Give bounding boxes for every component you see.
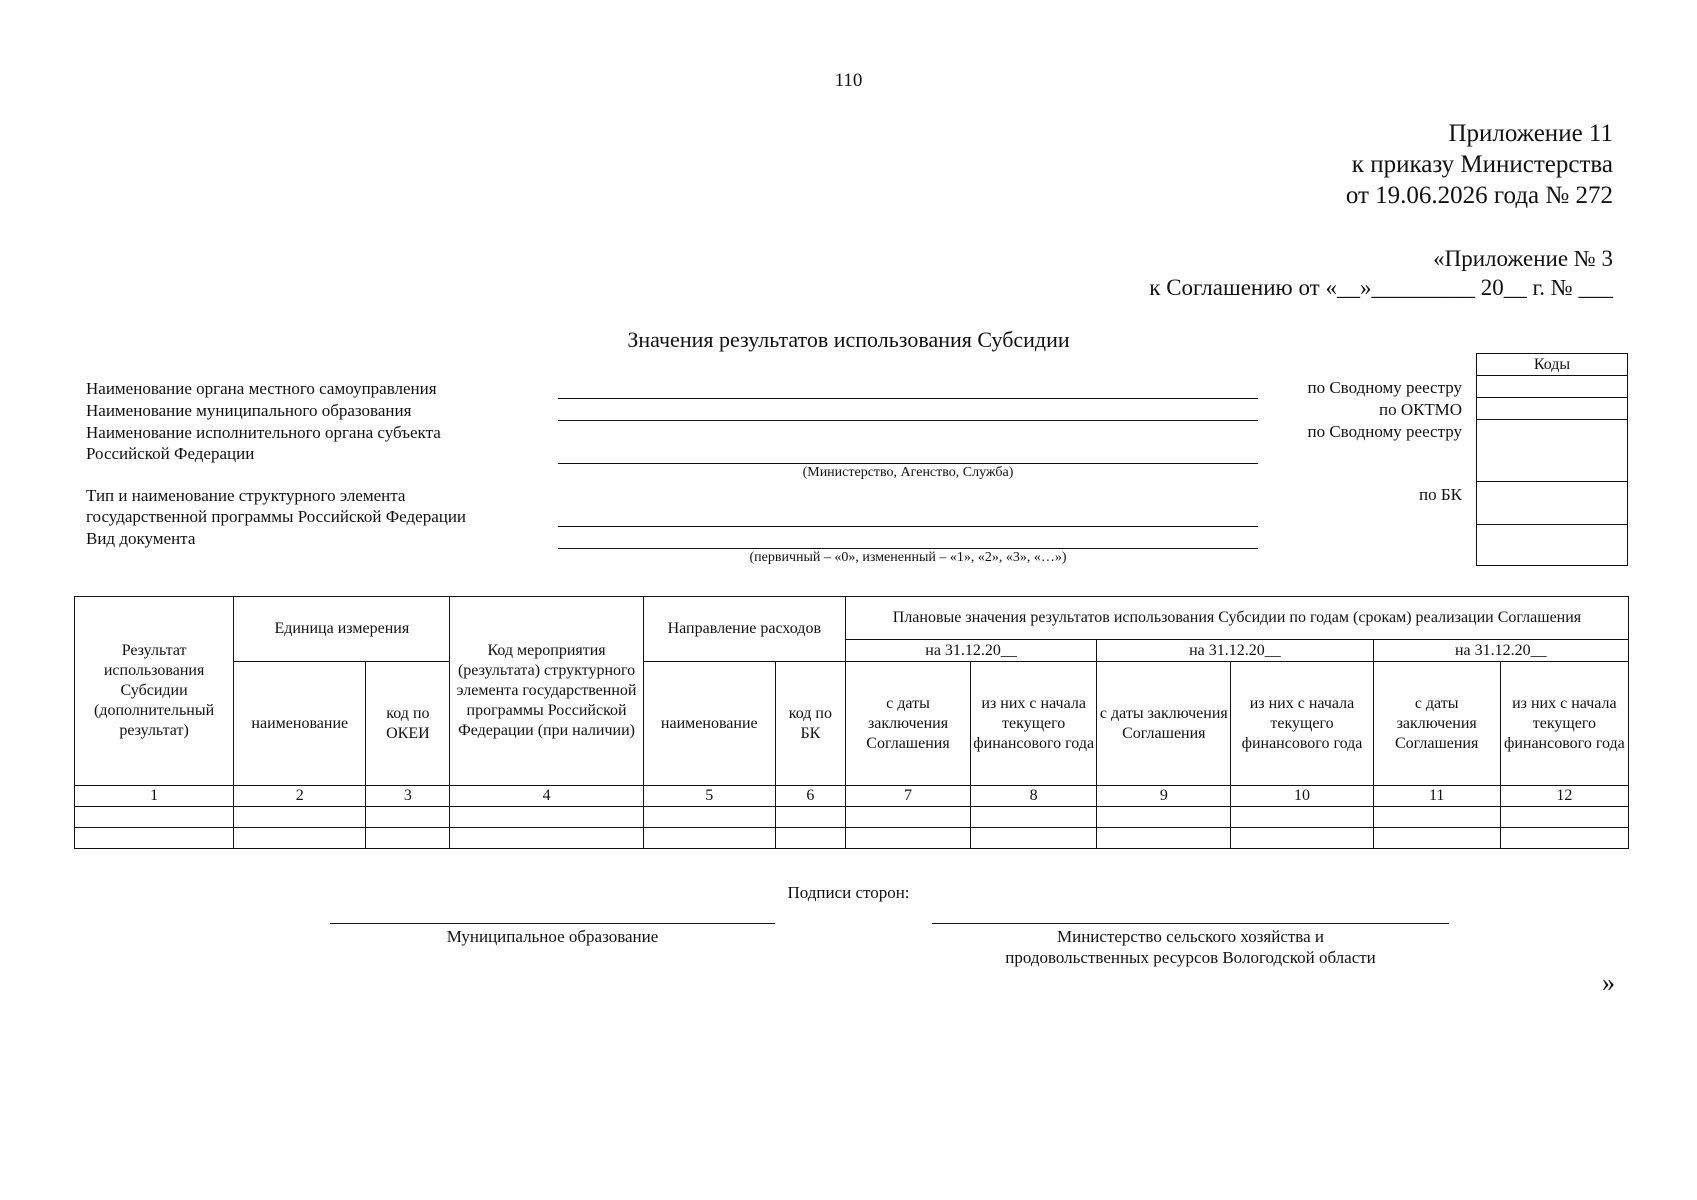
table-row	[75, 828, 1629, 849]
table-cell[interactable]	[971, 828, 1097, 849]
appendix-line-3: от 19.06.2026 года № 272	[1345, 182, 1613, 209]
col-number: 8	[971, 786, 1097, 807]
header-expense-bk: код по БК	[775, 662, 845, 786]
label-struct-element-line-1: Тип и наименование структурного элемента	[86, 486, 406, 505]
code-cell-doc-type[interactable]	[1477, 525, 1628, 566]
header-from-date-2: с даты заключения Соглашения	[1097, 662, 1231, 786]
col-number: 4	[450, 786, 643, 807]
header-unit-okei: код по ОКЕИ	[366, 662, 450, 786]
col-number: 3	[366, 786, 450, 807]
label-exec-body-line-2: Российской Федерации	[86, 444, 255, 463]
column-number-row	[75, 786, 1629, 807]
signature-line-right[interactable]	[932, 923, 1449, 924]
appendix-header	[1346, 118, 1613, 211]
table-cell[interactable]	[234, 807, 366, 828]
fill-line-struct-element[interactable]	[558, 526, 1258, 527]
table-cell[interactable]	[450, 807, 643, 828]
agreement-appendix-header	[1149, 244, 1613, 302]
header-of-them-2: из них с начала текущего финансового года	[1231, 662, 1373, 786]
page-number: 110	[834, 70, 863, 91]
col-number: 9	[1097, 786, 1231, 807]
table-cell[interactable]	[775, 807, 845, 828]
code-cell-oktmo[interactable]	[1477, 398, 1628, 420]
fill-line-local-gov-body[interactable]	[558, 398, 1258, 399]
table-cell[interactable]	[1373, 807, 1500, 828]
table-cell[interactable]	[775, 828, 845, 849]
table-cell[interactable]	[971, 807, 1097, 828]
table-cell[interactable]	[366, 807, 450, 828]
label-exec-body-line-1: Наименование исполнительного органа субъекта	[86, 423, 441, 442]
header-period-2: на 31.12.20__	[1097, 640, 1373, 662]
table-cell[interactable]	[1500, 807, 1628, 828]
header-period-1: на 31.12.20__	[845, 640, 1096, 662]
col-number: 7	[845, 786, 970, 807]
fill-line-exec-body[interactable]	[558, 463, 1258, 464]
table-cell[interactable]	[1373, 828, 1500, 849]
table-cell[interactable]	[75, 807, 234, 828]
label-struct-element-line-2: государственной программы Российской Федерации	[86, 507, 467, 526]
hint-doc-type: (первичный – «0», измененный – «1», «2», «3», «…»)	[749, 550, 1067, 565]
code-label-registry-1: по Сводному реестру	[1307, 378, 1462, 397]
table-cell[interactable]	[234, 828, 366, 849]
appendix-line-2: к приказу Министерства	[1351, 151, 1613, 178]
table-cell[interactable]	[450, 828, 643, 849]
label-struct-element	[86, 485, 466, 527]
agreement-appendix-line-1: «Приложение № 3	[1433, 246, 1613, 271]
header-from-date-1: с даты заключения Соглашения	[845, 662, 970, 786]
code-cell-registry-1[interactable]	[1477, 376, 1628, 398]
table-cell[interactable]	[1231, 828, 1373, 849]
col-number: 1	[75, 786, 234, 807]
col-number: 11	[1373, 786, 1500, 807]
col-number: 10	[1231, 786, 1373, 807]
hint-ministry: (Министерство, Агенство, Служба)	[802, 465, 1014, 480]
table-cell[interactable]	[643, 807, 775, 828]
header-planned-values: Плановые значения результатов использования Субсидии по годам (срокам) реализации Соглашения	[845, 597, 1628, 640]
col-number: 2	[234, 786, 366, 807]
header-expense-name: наименование	[643, 662, 775, 786]
header-of-them-3: из них с начала текущего финансового года	[1500, 662, 1628, 786]
document-title: Значения результатов использования Субсидии	[627, 327, 1070, 352]
table-cell[interactable]	[643, 828, 775, 849]
table-cell[interactable]	[845, 807, 970, 828]
codes-header: Коды	[1477, 354, 1628, 376]
signature-line-left[interactable]	[330, 923, 775, 924]
col-number: 5	[643, 786, 775, 807]
table-cell[interactable]	[1097, 807, 1231, 828]
label-doc-type: Вид документа	[86, 529, 196, 548]
table-cell[interactable]	[845, 828, 970, 849]
col-number: 12	[1500, 786, 1628, 807]
signatures-heading: Подписи сторон:	[787, 883, 910, 902]
code-label-oktmo: по ОКТМО	[1378, 400, 1462, 419]
header-expense-direction: Направление расходов	[643, 597, 845, 662]
header-of-them-1: из них с начала текущего финансового года	[971, 662, 1097, 786]
header-from-date-3: с даты заключения Соглашения	[1373, 662, 1500, 786]
code-label-bk: по БК	[1419, 485, 1462, 504]
code-cell-registry-2[interactable]	[1477, 420, 1628, 482]
codes-table	[1476, 353, 1628, 566]
signature-left-caption: Муниципальное образование	[446, 927, 659, 946]
agreement-appendix-line-2: к Соглашению от «__»_________ 20__ г. № ___	[1149, 275, 1613, 300]
header-period-3: на 31.12.20__	[1373, 640, 1628, 662]
signature-right-line-1: Министерство сельского хозяйства и	[1057, 927, 1324, 946]
fill-line-municipality[interactable]	[558, 420, 1258, 421]
table-row	[75, 807, 1629, 828]
fill-line-doc-type[interactable]	[558, 548, 1258, 549]
table-cell[interactable]	[75, 828, 234, 849]
table-cell[interactable]	[1500, 828, 1628, 849]
signature-right-caption	[932, 926, 1449, 968]
table-cell[interactable]	[1231, 807, 1373, 828]
header-unit-name: наименование	[234, 662, 366, 786]
code-cell-bk[interactable]	[1477, 482, 1628, 525]
header-result: Результат использования Субсидии (дополнительный результат)	[75, 597, 234, 786]
col-number: 6	[775, 786, 845, 807]
label-municipality: Наименование муниципального образования	[86, 401, 412, 420]
closing-quote: »	[1602, 968, 1615, 997]
header-event-code: Код мероприятия (результата) структурного элемента государственной программы Российской Федерации (при наличии)	[450, 597, 643, 786]
results-table	[74, 596, 1629, 849]
appendix-line-1: Приложение 11	[1448, 120, 1613, 147]
table-cell[interactable]	[1097, 828, 1231, 849]
table-cell[interactable]	[366, 828, 450, 849]
code-label-registry-2: по Сводному реестру	[1307, 422, 1462, 441]
label-local-gov-body: Наименование органа местного самоуправления	[86, 379, 437, 398]
label-exec-body	[86, 422, 441, 464]
signature-right-line-2: продовольственных ресурсов Вологодской области	[1005, 948, 1376, 967]
header-unit: Единица измерения	[234, 597, 450, 662]
